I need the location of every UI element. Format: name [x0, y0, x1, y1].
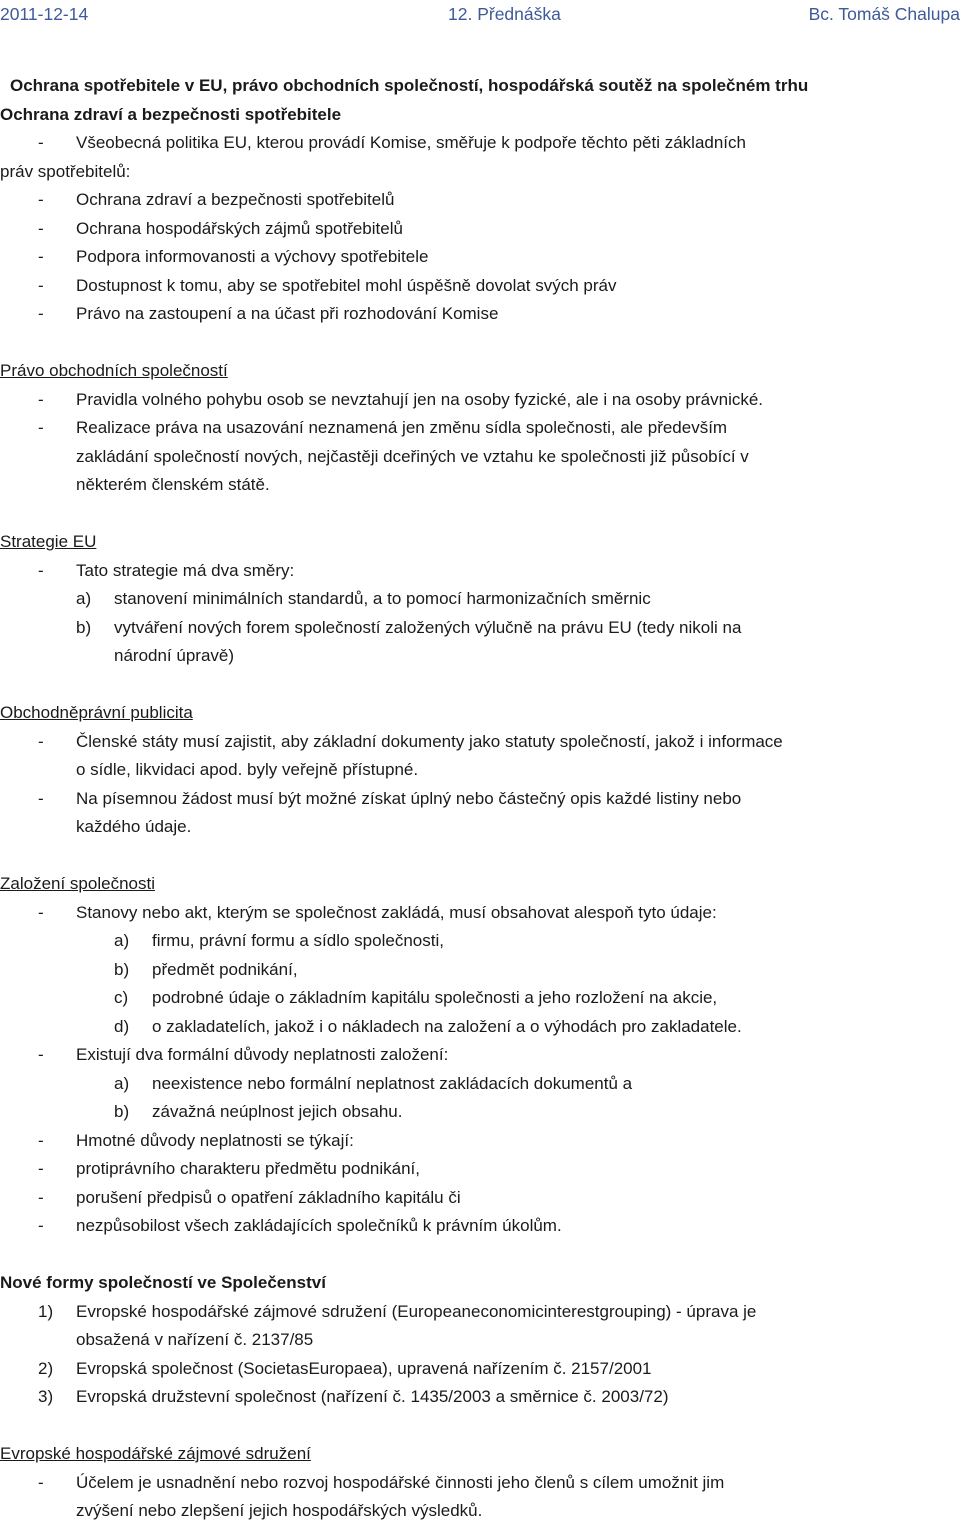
sub-list-item: [0, 585, 960, 614]
dash-marker: -: [38, 1216, 44, 1235]
text-line: každého údaje.: [76, 817, 192, 836]
spacer: [0, 500, 960, 529]
text-line: některém členském státě.: [76, 475, 270, 494]
sub-list-item-text: firmu, právní formu a sídlo společnosti,: [152, 931, 444, 950]
numbered-item-text: [76, 1298, 756, 1355]
dash-marker: -: [38, 389, 44, 409]
dash-marker: -: [38, 304, 44, 323]
dash-marker: -: [38, 133, 44, 152]
list-item-text: Ochrana hospodářských zájmů spotřebitelů: [76, 218, 403, 238]
list-item-text: [76, 785, 960, 842]
list-item: [0, 1127, 960, 1156]
list-item: [0, 272, 960, 301]
list-item: [0, 300, 960, 329]
sub-list-item-text: podrobné údaje o základním kapitálu společnosti a jeho rozložení na akcie,: [152, 988, 718, 1007]
header-lecture: 12. Přednáška: [448, 4, 561, 24]
text-line: Realizace práva na usazování neznamená jen změnu sídla společnosti, ale především: [76, 418, 728, 437]
list-item: [0, 1155, 960, 1184]
letter-marker: a): [114, 1073, 130, 1093]
list-item: [0, 785, 960, 842]
section-title: Nové formy společností ve Společenství: [0, 1273, 326, 1292]
sub-list-item: [0, 1013, 960, 1042]
header-author: Bc. Tomáš Chalupa: [808, 4, 960, 24]
dash-marker: -: [38, 247, 44, 266]
list-item: [0, 186, 960, 215]
text-line: národní úpravě): [114, 646, 235, 665]
letter-marker: c): [114, 988, 129, 1007]
text-line: o sídle, likvidaci apod. byly veřejně přístupné.: [76, 760, 419, 779]
page-header: [0, 0, 960, 28]
list-item-text: [76, 1469, 960, 1526]
sub-list-item-text: závažná neúplnost jejich obsahu.: [152, 1102, 403, 1121]
list-item-text: Tato strategie má dva směry:: [76, 560, 295, 580]
sub-list-item: [0, 1098, 960, 1127]
sub-list-item: [0, 984, 960, 1013]
sub-list-item: [0, 1070, 960, 1099]
list-item-text: Hmotné důvody neplatnosti se týkají:: [76, 1130, 354, 1150]
dash-marker: -: [38, 1045, 44, 1064]
dash-marker: -: [38, 731, 44, 751]
header-date: 2011-12-14: [0, 4, 89, 24]
text-line: Na písemnou žádost musí být možné získat úplný nebo částečný opis každé listiny nebo: [76, 788, 742, 808]
dash-marker: -: [38, 1472, 44, 1492]
list-item: [0, 386, 960, 415]
letter-marker: a): [114, 931, 130, 950]
list-item-text: Podpora informovanosti a výchovy spotřebitele: [76, 247, 429, 266]
sub-list-item: [0, 614, 960, 671]
dash-marker: -: [38, 1159, 44, 1178]
sub-list-item-text: [114, 614, 741, 671]
section-heading: Právo obchodních společností: [0, 361, 228, 380]
numbered-item: [0, 1298, 960, 1355]
number-marker: 1): [38, 1301, 54, 1321]
dash-marker: -: [38, 902, 44, 922]
list-item-text: Stanovy nebo akt, kterým se společnost zakládá, musí obsahovat alespoň tyto údaje:: [76, 902, 717, 922]
letter-marker: a): [76, 589, 92, 608]
text-line: Všeobecná politika EU, kterou provádí Komise, směřuje k podpoře těchto pěti základních: [76, 133, 746, 152]
dash-marker: -: [38, 275, 44, 295]
text-line: Členské státy musí zajistit, aby základní dokumenty jako statuty společností, jakož i informace: [76, 731, 783, 751]
list-item-text: protiprávního charakteru předmětu podnikání,: [76, 1159, 420, 1178]
list-item-text: nezpůsobilost všech zakládajících společníků k právním úkolům.: [76, 1216, 562, 1235]
list-item: [0, 1212, 960, 1241]
sub-list-item-text: stanovení minimálních standardů, a to pomocí harmonizačních směrnic: [114, 589, 651, 608]
list-item: [0, 1469, 960, 1526]
sub-list-item-text: o zakladatelích, jakož i o nákladech na založení a o výhodách pro zakladatele.: [152, 1016, 742, 1036]
text-line: zakládání společností nových, nejčastěji dceřiných ve vztahu ke společnosti již působící v: [76, 446, 749, 466]
number-marker: 2): [38, 1358, 54, 1378]
sub-list-item-text: předmět podnikání,: [152, 959, 298, 979]
list-item-text: Pravidla volného pohybu osob se nevztahují jen na osoby fyzické, ale i na osoby právnické.: [76, 389, 764, 409]
numbered-item: [0, 1355, 960, 1384]
letter-marker: d): [114, 1016, 130, 1036]
dash-marker: -: [38, 560, 44, 580]
list-item-text: Právo na zastoupení a na účast při rozhodování Komise: [76, 304, 499, 323]
numbered-item: [0, 1383, 960, 1412]
numbered-item-text: Evropská společnost (SocietasEuropaea), upravená nařízením č. 2157/2001: [76, 1358, 652, 1378]
dash-marker: -: [38, 190, 44, 209]
dash-marker: -: [38, 1187, 44, 1207]
text-line: vytváření nových forem společností založených výlučně na právu EU (tedy nikoli na: [114, 617, 742, 637]
spacer: [0, 671, 960, 700]
sub-list-item: [0, 927, 960, 956]
letter-marker: b): [76, 617, 92, 637]
list-item: [0, 899, 960, 928]
list-item: [0, 1184, 960, 1213]
spacer: [0, 329, 960, 358]
list-item-text: porušení předpisů o opatření základního kapitálu či: [76, 1187, 461, 1207]
dash-marker: -: [38, 788, 44, 808]
list-item-text: Dostupnost k tomu, aby se spotřebitel mohl úspěšně dovolat svých práv: [76, 275, 617, 295]
spacer: [0, 842, 960, 871]
list-item: [0, 728, 960, 785]
list-item-text: [76, 414, 960, 500]
number-marker: 3): [38, 1387, 54, 1406]
list-item: [0, 1041, 960, 1070]
sub-list-item-text: neexistence nebo formální neplatnost zakládacích dokumentů a: [152, 1073, 633, 1093]
section-heading: Obchodněprávní publicita: [0, 703, 193, 722]
section-subtitle: Ochrana zdraví a bezpečnosti spotřebitele: [0, 104, 342, 124]
letter-marker: b): [114, 959, 130, 979]
list-item: [0, 129, 960, 186]
section-heading: Založení společnosti: [0, 874, 155, 893]
list-item: [0, 215, 960, 244]
spacer: [0, 1412, 960, 1441]
section-heading: Strategie EU: [0, 532, 97, 551]
section-heading: Evropské hospodářské zájmové sdružení: [0, 1444, 311, 1463]
list-item-text: Existují dva formální důvody neplatnosti založení:: [76, 1045, 449, 1064]
letter-marker: b): [114, 1102, 130, 1121]
dash-marker: -: [38, 218, 44, 238]
list-item: [0, 414, 960, 500]
dash-marker: -: [38, 418, 44, 437]
numbered-item-text: Evropská družstevní společnost (nařízení č. 1435/2003 a směrnice č. 2003/72): [76, 1387, 669, 1406]
list-item-text: [0, 129, 960, 186]
text-line: zvýšení nebo zlepšení jejich hospodářských výsledků.: [76, 1501, 483, 1520]
text-line: obsažená v nařízení č. 2137/85: [76, 1330, 314, 1349]
document-body: [0, 72, 960, 1526]
text-line: práv spotřebitelů:: [0, 161, 131, 181]
section-title: Ochrana spotřebitele v EU, právo obchodních společností, hospodářská soutěž na společném trhu: [10, 76, 809, 95]
dash-marker: -: [38, 1130, 44, 1150]
list-item: [0, 557, 960, 586]
list-item: [0, 243, 960, 272]
spacer: [0, 1241, 960, 1270]
list-item-text: Ochrana zdraví a bezpečnosti spotřebitelů: [76, 190, 395, 209]
list-item-text: [76, 728, 960, 785]
text-line: Účelem je usnadnění nebo rozvoj hospodářské činnosti jeho členů s cílem umožnit jim: [76, 1472, 725, 1492]
sub-list-item: [0, 956, 960, 985]
text-line: Evropské hospodářské zájmové sdružení (Europeaneconomicinterestgrouping) - úprava je: [76, 1301, 757, 1321]
